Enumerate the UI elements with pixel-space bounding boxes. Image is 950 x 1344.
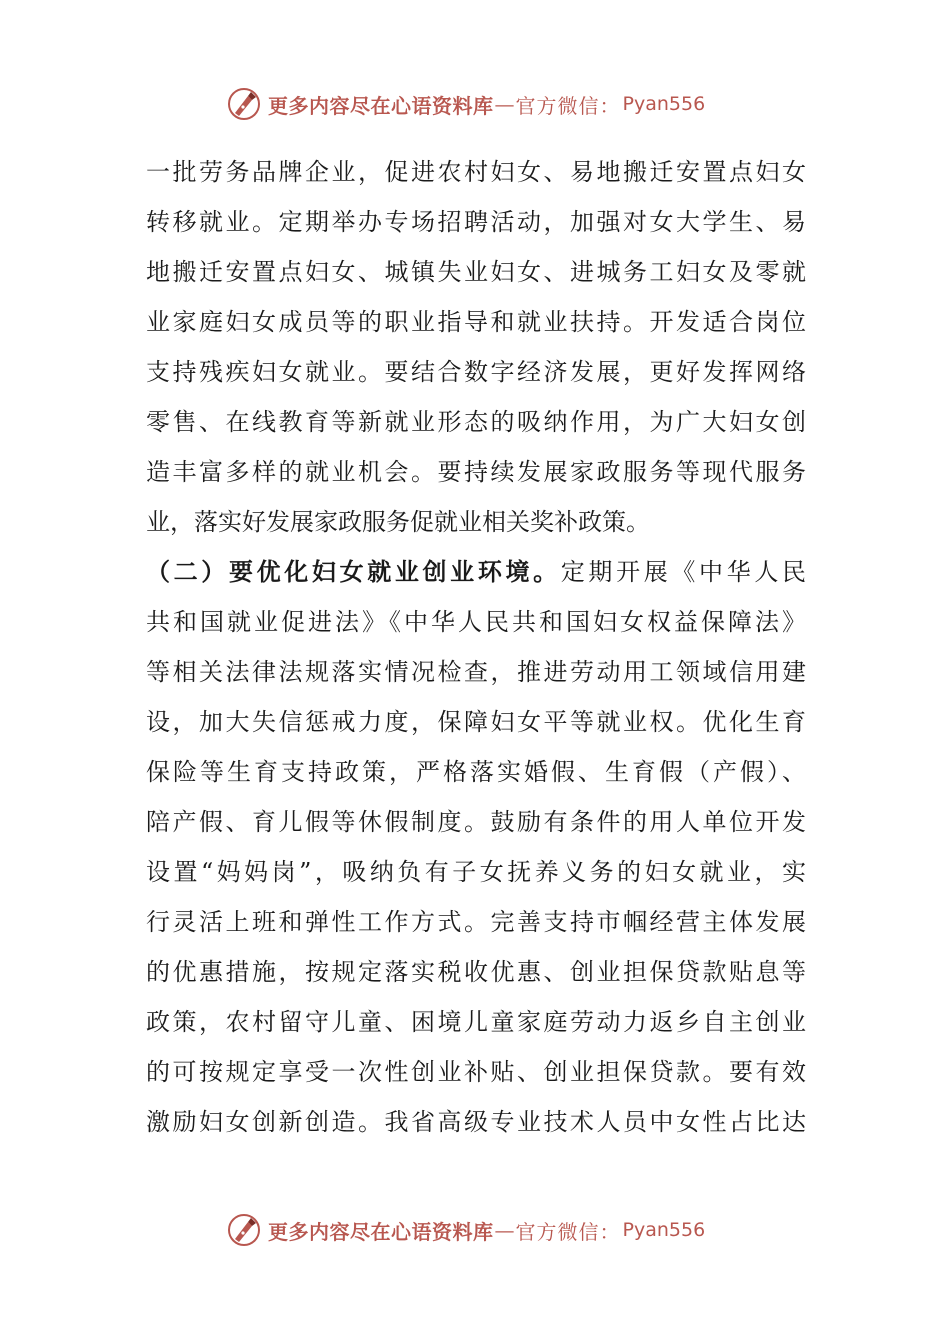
footer-wechat-label: 官方微信：	[515, 1219, 621, 1244]
paragraph-line: 设置“妈妈岗”，吸纳负有子女抚养义务的妇女就业，实	[146, 858, 806, 886]
paragraph-line: 业，落实好发展家政服务促就业相关奖补政策。	[146, 508, 650, 536]
paragraph-line: 共和国就业促进法》《中华人民共和国妇女权益保障法》	[146, 608, 806, 636]
paragraph-line: 零售、在线教育等新就业形态的吸纳作用，为广大妇女创	[146, 408, 806, 436]
paragraph-line: 造丰富多样的就业机会。要持续发展家政服务等现代服务	[146, 458, 806, 486]
footer-wechat-id: Pyan556	[622, 1219, 706, 1241]
header-wechat-label: 官方微信：	[515, 93, 621, 118]
footer-slogan: 更多内容尽在心语资料库	[268, 1219, 494, 1244]
paragraph-line: 保险等生育支持政策，严格落实婚假、生育假（产假）、	[146, 758, 806, 786]
paragraph-line: 激励妇女创新创造。我省高级专业技术人员中女性占比达	[146, 1108, 806, 1136]
document-body	[146, 147, 806, 1147]
paragraph-line: 业家庭妇女成员等的职业指导和就业扶持。开发适合岗位	[146, 308, 806, 336]
paragraph-line: 支持残疾妇女就业。要结合数字经济发展，更好发挥网络	[146, 358, 806, 386]
paragraph-line-rest: 定期开展《中华人民	[560, 558, 806, 586]
paragraph-line: 陪产假、育儿假等休假制度。鼓励有条件的用人单位开发	[146, 808, 806, 836]
header-dash: —	[494, 92, 515, 116]
paragraph-line: 行灵活上班和弹性工作方式。完善支持市帼经营主体发展	[146, 908, 806, 936]
header-banner	[226, 84, 705, 124]
paragraph-line: 一批劳务品牌企业，促进农村妇女、易地搬迁安置点妇女	[146, 158, 806, 186]
paragraph-line: 的可按规定享受一次性创业补贴、创业担保贷款。要有效	[146, 1058, 806, 1086]
pen-nib-logo-icon	[226, 86, 262, 122]
section-heading: （二）要优化妇女就业创业环境。	[146, 558, 561, 586]
paragraph-line: 转移就业。定期举办专场招聘活动，加强对女大学生、易	[146, 208, 806, 236]
paragraph-line: 政策，农村留守儿童、困境儿童家庭劳动力返乡自主创业	[146, 1008, 806, 1036]
footer-banner	[226, 1210, 705, 1250]
pen-nib-logo-icon	[226, 1212, 262, 1248]
header-wechat-id: Pyan556	[622, 93, 706, 115]
section-heading-line	[146, 547, 806, 597]
paragraph-line: 等相关法律法规落实情况检查，推进劳动用工领域信用建	[146, 658, 806, 686]
footer-dash: —	[494, 1218, 515, 1242]
header-slogan: 更多内容尽在心语资料库	[268, 93, 494, 118]
paragraph-line: 设，加大失信惩戒力度，保障妇女平等就业权。优化生育	[146, 708, 806, 736]
paragraph-line: 地搬迁安置点妇女、城镇失业妇女、进城务工妇女及零就	[146, 258, 806, 286]
paragraph-line: 的优惠措施，按规定落实税收优惠、创业担保贷款贴息等	[146, 958, 806, 986]
